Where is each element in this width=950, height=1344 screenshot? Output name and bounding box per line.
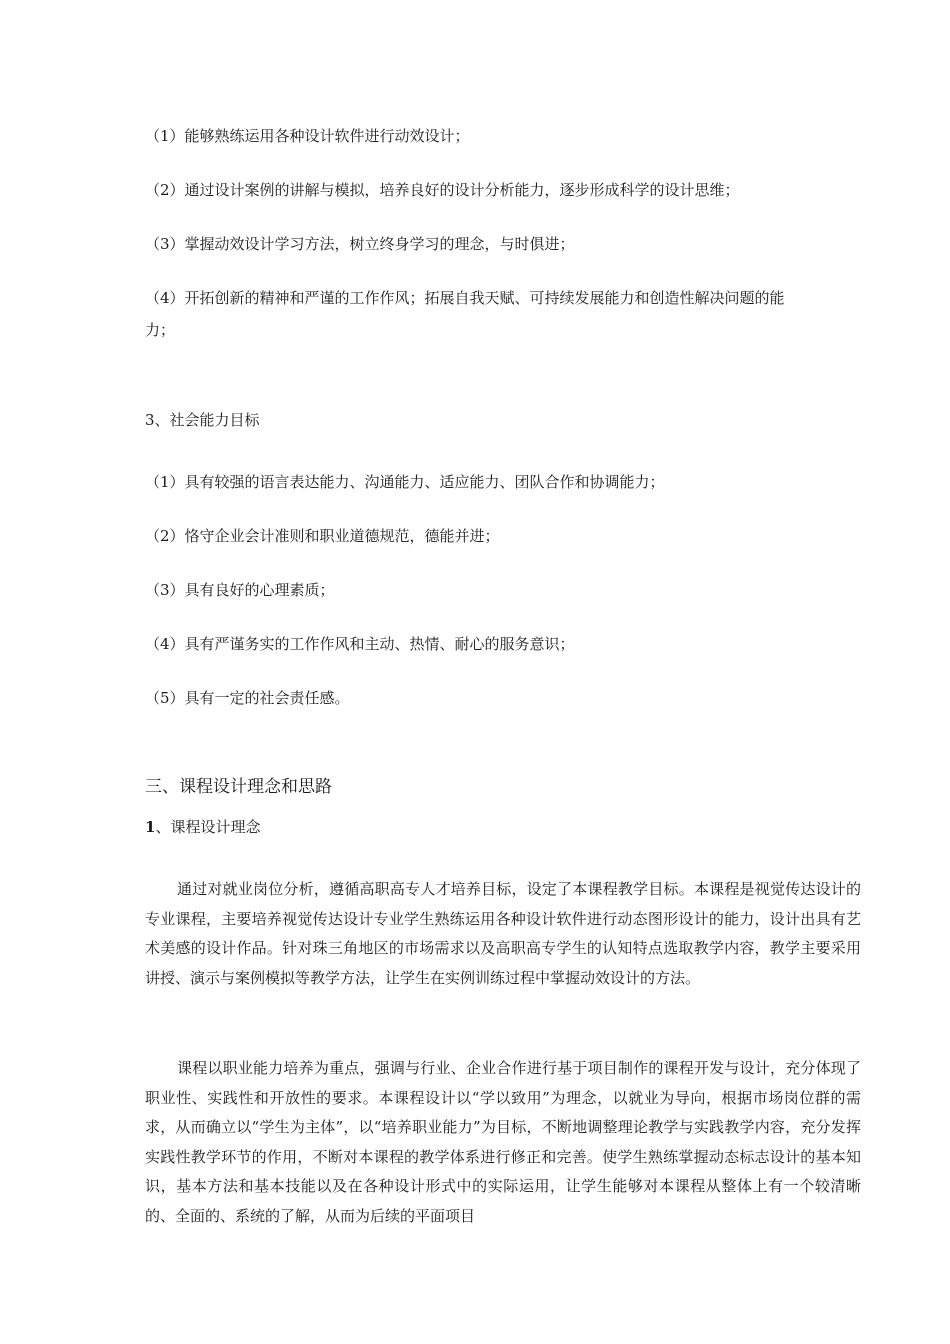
method-goal-4: （4）开拓创新的精神和严谨的工作作风；拓展自我天赋、可持续发展能力和创造性解决问题的能 (145, 289, 785, 307)
method-goal-4-cont: 力； (145, 321, 176, 339)
social-goal-1: （1）具有较强的语言表达能力、沟通能力、适应能力、团队合作和协调能力； (145, 473, 665, 491)
method-goal-3: （3）掌握动效设计学习方法，树立终身学习的理念，与时俱进； (145, 235, 575, 253)
body-paragraph-1: 通过对就业岗位分析，遵循高职高专人才培养目标，设定了本课程教学目标。本课程是视觉传达设计的专业课程，主要培养视觉传达设计专业学生熟练运用各种设计软件进行动态图形设计的能力，设计出具有艺术美感的设计作品。针对珠三角地区的市场需求以及高职高专学生的认知特点选取教学内容，教学主要采用讲授、演示与案例模拟等教学方法，让学生在实例训练过程中掌握动效设计的方法。 (145, 880, 861, 987)
sub-heading-text: 、课程设计理念 (155, 818, 261, 836)
sub-heading (145, 817, 260, 837)
sub-heading-number: 1 (145, 818, 156, 836)
social-goal-2: （2）恪守企业会计准则和职业道德规范，德能并进； (145, 527, 500, 545)
social-goal-4: （4）具有严谨务实的工作作风和主动、热情、耐心的服务意识； (145, 635, 575, 653)
social-goals-title: 3、社会能力目标 (145, 411, 260, 429)
body-paragraph-2: 课程以职业能力培养为重点，强调与行业、企业合作进行基于项目制作的课程开发与设计，充分体现了职业性、实践性和开放性的要求。本课程设计以“学以致用”为理念，以就业为导向，根据市场岗位群的需求，从而确立以“学生为主体”，以“培养职业能力”为目标，不断地调整理论教学与实践教学内容，充分发挥实践性教学环节的作用，不断对本课程的教学体系进行修正和完善。使学生熟练掌握动态标志设计的基本知识，基本方法和基本技能以及在各种设计形式中的实际运用，让学生能够对本课程从整体上有一个较清晰的、全面的、系统的了解，从而为后续的平面项目 (145, 1059, 861, 1225)
method-goal-2: （2）通过设计案例的讲解与模拟，培养良好的设计分析能力，逐步形成科学的设计思维； (145, 181, 740, 199)
social-goal-5: （5）具有一定的社会责任感。 (145, 689, 350, 707)
method-goal-1: （1）能够熟练运用各种设计软件进行动效设计； (145, 127, 470, 145)
section-heading: 三、课程设计理念和思路 (145, 777, 332, 797)
social-goal-3: （3）具有良好的心理素质； (145, 581, 335, 599)
